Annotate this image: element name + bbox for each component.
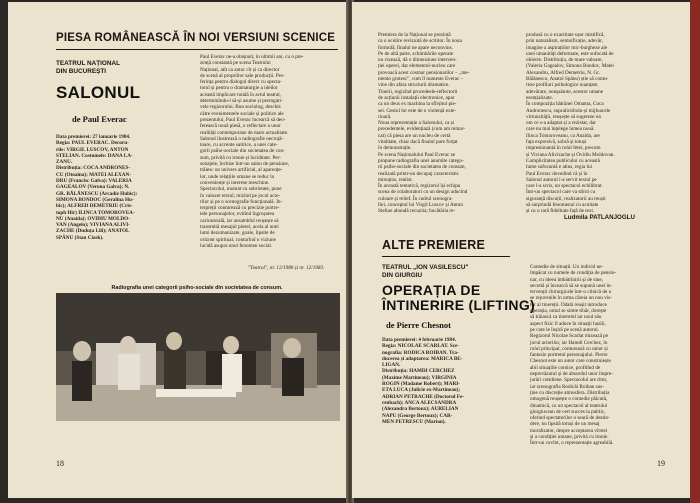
binding-edge (690, 0, 700, 503)
text-line: ferința pentru dialogul direct cu specta- (200, 79, 282, 86)
text-line: prezentului, Paul Everac încearcă să deo- (200, 116, 286, 123)
text-line: Pe de altă parte, schimbările operate (378, 50, 454, 57)
text-line: în demonstrație. (378, 145, 412, 152)
text-line: om ce s-a adaptat și a rezistat, dar (526, 120, 596, 127)
text-line: Data premierei: 4 februarie 1984. (382, 337, 456, 343)
text-line: Pe scena Naționalului Paul Everac se (378, 151, 456, 158)
text-line: tervenții chirurgicale într-o clinică de a (530, 289, 611, 296)
text-line: Distribuția: COCA ANDRONES- (56, 165, 131, 172)
text-line: impresionantă în rolul fetei, precum (526, 145, 601, 152)
text-line: caricaturală, iar ansamblul reușește să (200, 217, 279, 224)
text-line: rolul principal, conturează cu umor și (530, 345, 608, 352)
text-line: NAPU (George Bertoux); CAR- (382, 412, 453, 419)
text-line: tele personajelor, evitînd îngroșarea (200, 211, 275, 218)
text-line: ZANU. (56, 159, 72, 166)
text-line: sum, privită cu ironie și luciditate. Per- (200, 154, 281, 161)
text-line: Paul Everac dovedind că și în (526, 170, 588, 177)
play-title-line: OPERAȚIA DE (382, 282, 481, 298)
text-line: și Viviana Alivizache și Ovidiu Moldovan. (526, 151, 615, 158)
text-line: pe care le înșiră pe scenă autorul. (530, 326, 599, 333)
text-line: vitalitate, chiar dacă finalul pare forțat (378, 139, 458, 146)
text-line: nografia: RODICA ROIBAN. Tra- (382, 349, 459, 356)
theatre-line: TEATRUL „ION VASILESCU" (382, 264, 469, 271)
text-line: ca o ocolire revizuită de scriitor. În noua (378, 38, 462, 45)
text-line: ține cu discreție atmosfera. Distribuția (530, 389, 610, 396)
play-author: de Paul Everac (72, 114, 127, 124)
text-line: realități contemporane de mare actualitate. (200, 129, 289, 136)
text-line: dinamică, cu un spectacol al teatrului (530, 402, 608, 409)
text-line: Într-un cuvînt, o reprezentație agreabilă. (530, 440, 614, 447)
text-line: determinîndu-l să-și asume și prerogati- (200, 98, 283, 105)
text-line: sonajele, închise într-un salon de pensiune, (200, 161, 290, 168)
text-line: ției operei, dar elementul-nucleu care (378, 63, 456, 70)
text-line: STELIAN. Costumele: DANA LA- (56, 152, 133, 159)
text-line: Salonul autorul i-a servit textul pe (526, 176, 597, 183)
text-line: orizont spiritual, conturînd o viziune (200, 236, 276, 243)
text-line: transmită mesajul piesei, acela al unei (200, 224, 279, 231)
footnote: "Teatrul", nr. 12/1980 și nr. 12/1983. (248, 265, 325, 271)
text-line: lucidă asupra unui fenomen social. (200, 242, 273, 249)
text-line: LIGAN. (382, 362, 401, 369)
text-line: prin naturalism, semnificație, adevăr, (526, 38, 603, 45)
text-line: giurgiuvean de cert succes la public, (530, 408, 606, 415)
credits-block (382, 337, 518, 425)
article-body (200, 54, 338, 249)
theatre-name (382, 264, 522, 280)
play-title (382, 283, 535, 313)
text-line: iar scenografia Rodicăi Roiban sus- (530, 383, 605, 390)
text-line: ducerea și adaptarea: MARICA BE- (382, 355, 463, 362)
text-line: și cu o rară fidelitate față de text. (526, 208, 595, 215)
text-line: NU (Anaida); OVIDIU MOLDO- (56, 215, 130, 222)
text-line: cat) că piesa are un nucleu de certă (378, 132, 451, 139)
text-line: torul și pentru o dramaturgie a ideilor (200, 85, 278, 92)
theatre-line: TEATRUL NAȚIONAL (56, 60, 121, 67)
text-line: conveniențe și interese meschine. (200, 179, 270, 186)
credits-block (56, 134, 188, 241)
text-line: lumi dezumanizate, goale, lipsite de (200, 230, 275, 237)
stage-photo (56, 293, 340, 421)
text-line: ZACHE (Duduța Lili); ANATOL (56, 228, 130, 235)
text-line: se rejuvenile în urma căreia un nou vis- (530, 295, 612, 302)
text-line: culoare și relief. În cadrul scenogra- (378, 195, 453, 202)
text-line: Regizorul Nicolae Scarlat mizează pe (530, 333, 609, 340)
text-line: GR. BĂLĂNESCU (Arcadie Hubic): (56, 190, 138, 197)
text-line: nu vizează, dă o dimensiune interven- (378, 57, 457, 64)
text-line: neprevăzutul și de absurdul unor împre- (530, 371, 613, 378)
text-line: Regia: PAUL EVERAC. Decoru- (56, 140, 129, 147)
text-line: rii psiho-sociale din societatea de consum, (378, 164, 466, 171)
text-line: SPÂNU (Stan Cizek). (56, 234, 104, 241)
right-page (352, 2, 692, 498)
text-line: fața expresivă, sobră și totuși (526, 139, 587, 146)
text-line: oferind spectatorilor o seară de destin- (530, 415, 610, 422)
text-line: toph Hir) ILINCA TOMOROVEA- (56, 209, 135, 216)
text-line: Spectacolul, montat cu sobrietate, pune (200, 186, 282, 193)
photo-caption: Radiografia unei categorii psiho-sociale din societatea de consum. (111, 285, 283, 291)
text-line: Național, atît ca autor cît și ca director (200, 66, 280, 73)
text-line: Regia: NICOLAE SCARLAT. Sce- (382, 343, 460, 350)
text-line: moralizator, despre acceptarea vîrstei (530, 427, 608, 434)
section-header: ALTE PREMIERE (382, 238, 486, 252)
text-line: În compoziția bătrânei Omama, Coca (526, 101, 604, 108)
text-line: această implicare totală în actul teatral, (200, 91, 281, 98)
text-line: (Valeria Gagealov, Simona Bondoc, Matei (526, 63, 614, 70)
text-line: SIMONA BONDOC (Geralina Hu- (56, 196, 134, 203)
text-line: Ilinca Tomoroveanu, ca Anaida, are (526, 132, 600, 139)
text-line: sei. Gestul lor este de o violență exte- (378, 107, 457, 114)
text-line: bic); ALFRED DEMETRIU (Cris- (56, 203, 133, 210)
text-line: propune radiografia unei anumite catego- (378, 157, 464, 164)
text-line: provoacă acest cosmar pensionarilor – ,,me- (378, 69, 470, 76)
text-line: realizată printr-un decupaj caracteristic (378, 170, 459, 177)
page-number: 18 (56, 459, 64, 468)
text-line: ROGIN (Madame Robert); MARI- (382, 381, 460, 388)
article-body (530, 264, 668, 447)
text-line: (Maxime Martineau); VIRGINIA (382, 374, 457, 381)
text-line: zență constantă pe scena Teatrului (200, 60, 271, 67)
text-line: de scenă al propriilor sale producții. Pre- (200, 72, 285, 79)
text-line: Complicitatea publicului cu această (526, 157, 600, 164)
text-line: DRU (Francisc Galva): VALERIA (56, 178, 132, 185)
text-line: (Alexandra Bertoux); AURELIAN (382, 406, 459, 413)
page-number: 19 (657, 459, 665, 468)
text-line: Distribuția: HAMDI CERCHEZ (382, 368, 455, 375)
text-line: rilor și pe o scenografie funcțională. In- (200, 198, 283, 205)
header-rule (56, 49, 338, 50)
text-line: rile: VIRGIL LUSCOV, ANTON (56, 146, 129, 153)
text-line: dere, nu lipsită totuși de un mesaj (530, 421, 600, 428)
text-line: care nu mai înțelege lumea nouă. (526, 126, 595, 133)
text-line: nar, cu ideea îmbătrînirii și de sine, (530, 276, 603, 283)
text-line: ETA LUCA (Julicie ex-Martineau); (382, 387, 461, 394)
play-title: SALONUL (56, 83, 141, 102)
text-line: GAGEALOV (Verona Galva); N. (56, 184, 130, 191)
text-line: vele regizorului. Bun sociolog, deschis (200, 104, 281, 111)
text-line: mento grotesc", cum îl numeste Everac – (378, 76, 464, 83)
text-line: imagine a aspirațiilor mic-burgheze ale (526, 44, 608, 51)
text-line: Chesnot este un autor care construiește (530, 358, 611, 365)
text-line: ADRIAN PETRACHE (Doctorul Fe- (382, 393, 464, 400)
text-line: rioară. (378, 113, 392, 120)
text-line: Noua reprezentație a Salonului, ca și (378, 120, 455, 127)
text-line: trăiesc un univers artificial, al aparențe- (200, 167, 283, 174)
section-header: PIESA ROMÂNEASCĂ ÎN NOI VERSIUNI SCENICE (56, 32, 336, 44)
text-line: Premiera de la Național se prezintă (378, 32, 451, 38)
stage-photo-art (56, 293, 340, 421)
article-signature: Ludmila PATLANJOGLU (564, 214, 635, 221)
left-page (8, 2, 347, 498)
text-line: Stelian abundă recuzita; bucătăria re- (378, 208, 456, 215)
text-line: esențializate. (526, 94, 553, 101)
text-line: reze profiluri psihologice nuanțate, (526, 82, 599, 89)
text-line: aspect fizic îl aduce în situații hazlii, (530, 320, 606, 327)
text-line: să trăiască ca tineretul iar noul său (530, 314, 602, 321)
text-line: obiecte. Distribuția, de mare valoare, (526, 57, 603, 64)
text-line: în valoare textul, mizînd pe jocul acto- (200, 192, 281, 199)
article-continuation-col1 (378, 32, 518, 215)
text-line: toare, cu accente satirice, a unei cate- (200, 142, 278, 149)
text-line: jurări cotidiene. Spectacolul are ritm, (530, 377, 608, 384)
text-line: Salonul ilustrează o radiografie necruță- (200, 135, 284, 142)
text-line: care l-a scris, un spectacol echilibrat. (526, 183, 603, 190)
text-line: precedentele, evidențiază (cum am remar- (378, 126, 466, 133)
header-rule (382, 256, 510, 257)
text-line: adevărate, nonșalante, acestor umane (526, 88, 604, 95)
text-line: lor, unde relațiile umane se reduc la (200, 173, 274, 180)
text-line: Tinerii, regizînd procedeele-reflectorii (378, 88, 458, 95)
text-line: siguranță discuții, realizatorii au reușit (526, 195, 606, 202)
text-line: vine din afara structurii dramatice. (378, 82, 450, 89)
text-line: fantezie portretul personajului. Pierre (530, 352, 608, 359)
text-line: tor al tinereții. Odată reușit introduce (530, 301, 607, 308)
text-line: operația, omul se simte tînăr, dorește (530, 308, 607, 315)
article-continuation-col2 (526, 32, 666, 215)
text-line: abil situațiile comice, profitînd de (530, 364, 601, 371)
text-line: să surprindă fenomenul cu acuitate (526, 202, 599, 209)
text-line: virtuozității, reușește să sugereze un (526, 113, 602, 120)
text-line: produsă cu o exactitate ușor mistifică, (526, 32, 605, 38)
text-line: Bălănescu, Anatol Spânu) știe să contu- (526, 76, 609, 83)
text-line: ca un deus ex machina la sfîrșitul pie- (378, 101, 457, 108)
text-line: secretă și încearcă să se supună unei in- (530, 282, 613, 289)
text-line: și a condiției umane, privită cu ironie. (530, 434, 609, 441)
text-line: formulă, finalul ne apare neconvins. (378, 44, 453, 51)
text-line: scena de colaboratori cu un design aducînd (378, 189, 468, 196)
play-title-line: ÎNTINERIRE (LIFTING) (382, 297, 535, 313)
text-line: CU (Otoaina); MATEI ALEXAN- (56, 171, 131, 178)
theatre-line: DIN BUCUREȘTI (56, 68, 107, 75)
text-line: Paul Everac ne-a obișnuit, în ultimii ani, cu o pre- (200, 54, 304, 60)
text-line: Andronescu, supralicitîndu-și mijloacele (526, 107, 611, 114)
theatre-line: DIN GIURGIU (382, 272, 423, 279)
text-line: renbach); ANCA ALECSANDRA (382, 399, 457, 406)
text-line: către evenimentele sociale și politice ale (200, 110, 284, 117)
text-line: lume sufocantă e atins, regia lui (526, 164, 592, 171)
text-line: În această tentativă, regizorul își echipa (378, 183, 461, 190)
text-line: MEN PETRESCU (Marion). (382, 418, 446, 425)
text-line: Într-un spectacol care va stîrni cu (526, 189, 596, 196)
text-line: jocul actorilor, iar Hamdi Cerchez, în (530, 339, 608, 346)
text-line: omogenă reușește o comedie plăcută, (530, 396, 608, 403)
text-line: împăcat cu numele de condiția de pensio- (530, 270, 617, 277)
text-line: Alexandru, Alfred Demetriu, N. Gr. (526, 69, 601, 76)
text-line: Data premierei: 27 ianuarie 1984. (56, 134, 131, 140)
text-line: VAN (Angelo); VIVIANA ALIVI- (56, 222, 131, 229)
text-line: Comedie de situații. Un individ ne- (530, 264, 604, 270)
text-line: gorii psiho-sociale din societatea de con- (200, 148, 285, 155)
text-line: ferească nouă piesă, o reflectare a unor (200, 123, 281, 130)
text-line: fiei, conceptul lui Virgil Luscov și Anton (378, 202, 463, 209)
text-line: de acțiunii instalații electronice, apar (378, 94, 455, 101)
text-line: minuțios, realist. (378, 176, 413, 183)
theatre-name (56, 60, 176, 76)
text-line: unei umanități deformate, este sufocată de (526, 50, 614, 57)
play-author: de Pierre Chesnot (386, 320, 451, 330)
text-line: terpreții conturează cu precizie portre- (200, 205, 280, 212)
